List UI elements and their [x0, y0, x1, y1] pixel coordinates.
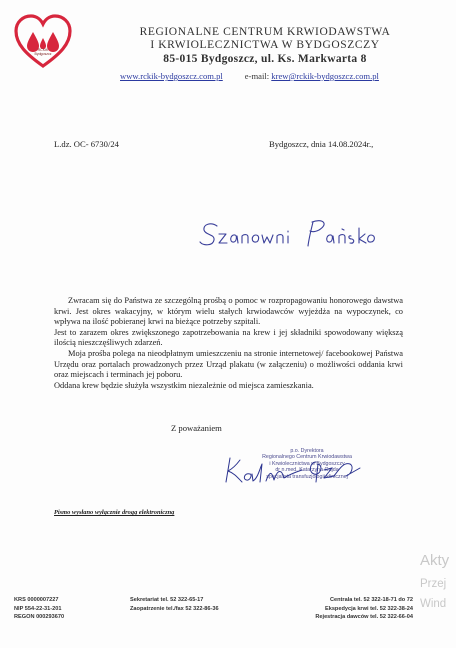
footer-text: Ekspedycja krwi tel. 52 322-38-24: [324, 605, 413, 612]
letter-body: [54, 296, 403, 391]
body-paragraph: Zwracam się do Państwa ze szczególną prośbą o pomoc w rozpropagowaniu honorowego dawstwa krwi. Jest okres wakacyjny, w którym wielu stałych krwiodawców wyjeżdża na wypoczynek, co wpływa na ilość pobieranej krwi na bieżące potrzeby szpitali.: [54, 296, 403, 327]
website-link[interactable]: www.rckik-bydgoszcz.com.pl: [120, 71, 223, 81]
handwritten-greeting: [195, 212, 395, 254]
activation-watermark-line: Przej: [420, 578, 447, 590]
logo-caption-line: Bydgoszcz: [34, 52, 52, 56]
email-link[interactable]: krew@rckik-bydgoszcz.com.pl: [271, 71, 379, 81]
org-name-line1: REGIONALNE CENTRUM KRWIODAWSTWA: [139, 26, 391, 38]
footer-text: KRS 0000007227: [14, 597, 59, 603]
electronic-sending-note: Pismo wysłano wyłącznie drogą elektroniczną: [54, 509, 175, 516]
body-paragraph: Oddana krew będzie służyła wszystkim niezależnie od miejsca zamieszkania.: [54, 380, 314, 390]
org-name-line2: I KRWIOLECZNICTWA W BYDGOSZCZY: [150, 39, 380, 51]
logo-caption: [28, 48, 58, 56]
footer-text: Rejestracja dawców tel. 52 322-66-04: [315, 614, 413, 621]
stamp-line: i Krwiolecznictwa w Bydgoszczy: [269, 460, 345, 467]
footer-contact-phones: [305, 596, 413, 622]
footer-registry-info: [14, 596, 64, 622]
place-date: Bydgoszcz, dnia 14.08.2024r.,: [269, 139, 374, 149]
contact-line: [120, 71, 379, 81]
footer-text: REGON 000293670: [14, 614, 65, 621]
handwritten-signature: [220, 448, 380, 490]
stamp-line: specjalista transfuzjologii klinicznej: [266, 473, 348, 480]
rckik-logo: [14, 14, 72, 70]
stamp-line: dr n.med. Katarzyna Gajda: [275, 467, 339, 474]
organization-header: [100, 26, 430, 66]
closing-regards: Z poważaniem: [171, 423, 222, 433]
reference-number: L.dz. OC- 6730/24: [54, 139, 119, 149]
stamp-line: Regionalnego Centrum Krwiodawstwa: [262, 454, 352, 461]
email-label: e-mail:: [244, 71, 270, 81]
org-address: 85-015 Bydgoszcz, ul. Ks. Markwarta 8: [163, 53, 367, 65]
stamp-line: p.o. Dyrektora: [290, 448, 324, 454]
footer-office-phones: [130, 596, 219, 613]
footer-text: Sekretariat tel. 52 322-65-17: [130, 597, 204, 603]
activation-watermark-line: Akty: [420, 552, 450, 569]
body-paragraph: Moja prośba polega na nieodpłatnym umieszczeniu na stronie internetowej/ facebookowej Państwa Urzędu oraz portalach prowadzonych przez Urząd plakatu (w załączeniu) o możliwości oddania krwi oraz miejscach i terminach jej poboru.: [54, 348, 403, 380]
footer-text: Zaopatrzenie tel./fax 52 322-86-36: [130, 605, 219, 612]
footer-text: NIP 554-22-31-201: [14, 605, 62, 612]
footer-text: Centrala tel. 52 322-18-71 do 72: [329, 597, 413, 603]
logo-caption-line: RCKIK: [37, 48, 49, 52]
body-paragraph: Jest to zarazem okres zwiększonego zapotrzebowania na krew i jej składniki spowodowany większą ilością nieszczęśliwych zdarzeń.: [54, 327, 403, 348]
activation-watermark-line: Wind: [420, 598, 447, 610]
